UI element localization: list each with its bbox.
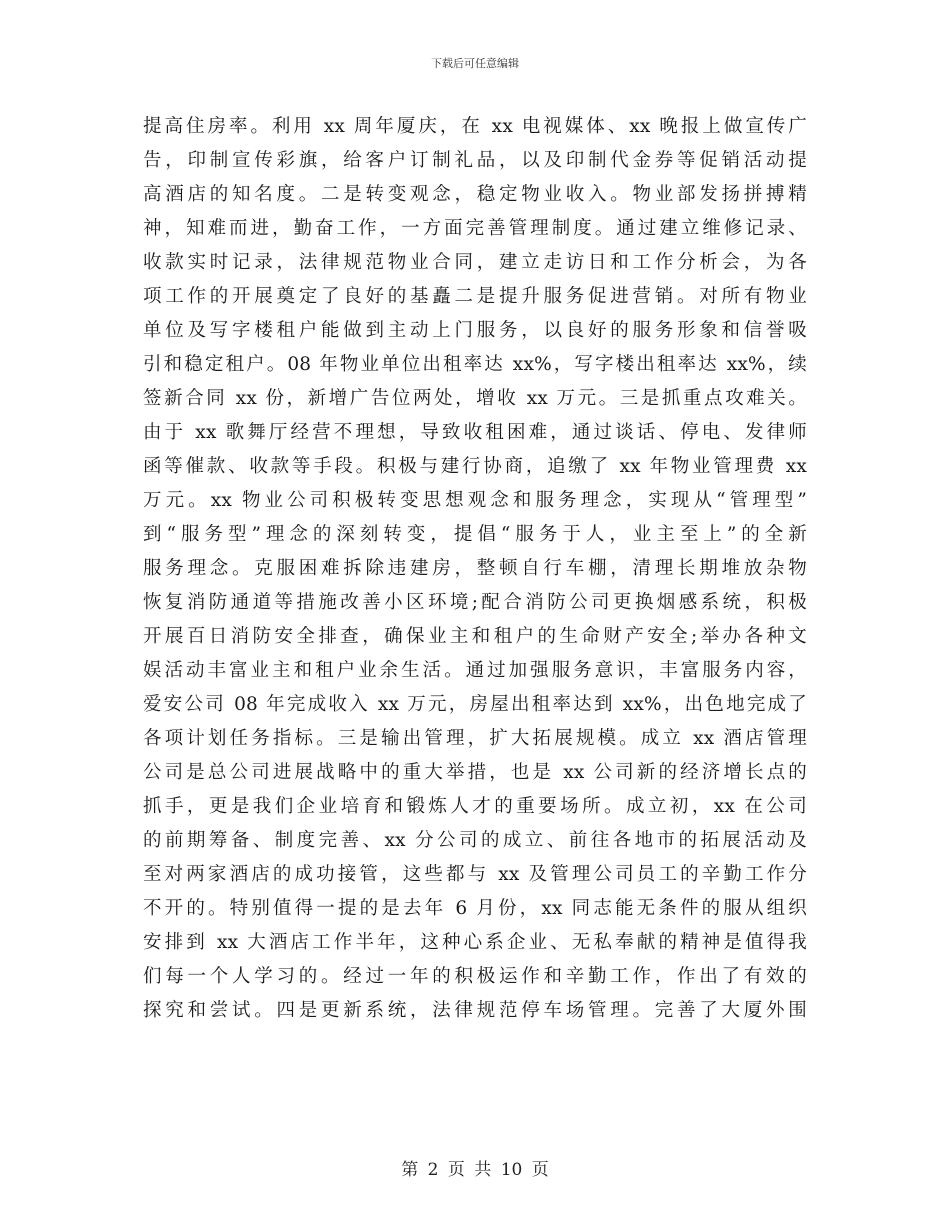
text-line: 不开的。特别值得一提的是去年 6 月份，xx 同志能无条件的服从组织 bbox=[143, 898, 807, 919]
text-line: 娱活动丰富业主和租户业余生活。通过加强服务意识，丰富服务内容， bbox=[143, 660, 807, 681]
text-line: 引和稳定租户。08 年物业单位出租率达 xx%，写字楼出租率达 xx%，续 bbox=[143, 354, 807, 375]
text-line: 抓手，更是我们企业培育和锻炼人才的重要场所。成立初，xx 在公司 bbox=[143, 796, 807, 817]
text-line: 至对两家酒店的成功接管，这些都与 xx 及管理公司员工的辛勤工作分 bbox=[143, 864, 807, 885]
text-line: 的前期筹备、制度完善、xx 分公司的成立、前往各地市的拓展活动及 bbox=[143, 830, 807, 851]
text-line: 们每一个人学习的。经过一年的积极运作和辛勤工作，作出了有效的 bbox=[143, 966, 807, 987]
page-header: 下载后可任意编辑 bbox=[431, 57, 519, 70]
body-text bbox=[143, 110, 807, 1028]
page-footer: 第 2 页 共 10 页 bbox=[401, 1160, 549, 1180]
text-line: 收款实时记录，法律规范物业合同，建立走访日和工作分析会，为各 bbox=[143, 252, 807, 273]
text-line: 安排到 xx 大酒店工作半年，这种心系企业、无私奉献的精神是值得我 bbox=[143, 932, 807, 953]
text-line: 探究和尝试。四是更新系统，法律规范停车场管理。完善了大厦外围 bbox=[143, 1000, 807, 1021]
text-line: 到“服务型”理念的深刻转变，提倡“服务于人，业主至上”的全新 bbox=[143, 524, 807, 545]
text-line: 单位及写字楼租户能做到主动上门服务，以良好的服务形象和信誉吸 bbox=[143, 320, 807, 341]
text-line: 开展百日消防安全排查，确保业主和租户的生命财产安全;举办各种文 bbox=[143, 626, 807, 647]
text-line: 恢复消防通道等措施改善小区环境;配合消防公司更换烟感系统，积极 bbox=[143, 592, 807, 613]
text-line: 函等催款、收款等手段。积极与建行协商，追缴了 xx 年物业管理费 xx bbox=[143, 456, 807, 477]
text-line: 项工作的开展奠定了良好的基矗二是提升服务促进营销。对所有物业 bbox=[143, 286, 807, 307]
text-line: 爱安公司 08 年完成收入 xx 万元，房屋出租率达到 xx%，出色地完成了 bbox=[143, 694, 807, 715]
text-line: 万元。xx 物业公司积极转变思想观念和服务理念，实现从“管理型” bbox=[143, 490, 807, 511]
text-line: 高酒店的知名度。二是转变观念，稳定物业收入。物业部发扬拼搏精 bbox=[143, 184, 807, 205]
text-line: 告，印制宣传彩旗，给客户订制礼品，以及印制代金券等促销活动提 bbox=[143, 150, 807, 171]
text-line: 提高住房率。利用 xx 周年厦庆，在 xx 电视媒体、xx 晚报上做宣传广 bbox=[143, 116, 807, 137]
text-line: 签新合同 xx 份，新增广告位两处，增收 xx 万元。三是抓重点攻难关。 bbox=[143, 388, 807, 409]
text-line: 公司是总公司进展战略中的重大举措，也是 xx 公司新的经济增长点的 bbox=[143, 762, 807, 783]
text-line: 服务理念。克服困难拆除违建房，整顿自行车棚，清理长期堆放杂物 bbox=[143, 558, 807, 579]
text-line: 由于 xx 歌舞厅经营不理想，导致收租困难，通过谈话、停电、发律师 bbox=[143, 422, 807, 443]
text-line: 各项计划任务指标。三是输出管理，扩大拓展规模。成立 xx 酒店管理 bbox=[143, 728, 807, 749]
text-line: 神，知难而进，勤奋工作，一方面完善管理制度。通过建立维修记录、 bbox=[143, 218, 807, 239]
